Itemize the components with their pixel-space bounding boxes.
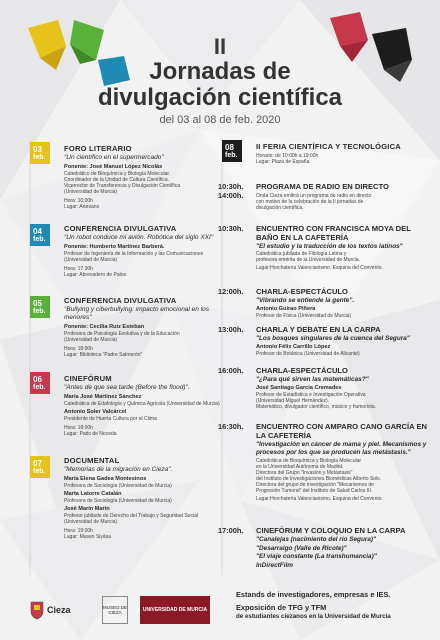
footer-logos (30, 596, 220, 624)
date-badge-06: 06 feb. (30, 372, 50, 394)
museo-logo: MUSEO DE CIEZA (102, 596, 128, 624)
date-badge-04: 04 feb. (30, 224, 50, 246)
title-line-1: Jornadas de (149, 58, 291, 85)
event-documental: DOCUMENTAL "Memorias de la migración en Cieza". María Elena Gadea Montesinos Profesora de Sociología (Universidad de Murcia) Marta Latorre Catalán Profesora de Sociología (Universidad de Murcia) José Marín Marín Profesor jubilado de Derecho del Trabajo y Seguridad Social (Universidad de Murcia) Hora: 19:00h Lugar: Museo Siyâsa (64, 456, 198, 540)
universidad-murcia-logo: UNIVERSIDAD DE MURCIA (140, 596, 210, 624)
footer-stands: Estands de investigadores, empresas e IES. (236, 590, 391, 599)
footer-tfg: Exposición de TFG y TFM (236, 603, 327, 612)
event-conferencia-bullying: CONFERENCIA DIVULGATIVA "Bullying y ciberbullying: impacto emocional en los menores" Ponente: Cecilia Ruiz Esteban Profesora de Psicología Evolutiva y de la Educación (Universidad de Murcia) Hora: 18:00h Lugar: Biblioteca "Padre Salmerón" (64, 296, 210, 358)
header (0, 36, 440, 126)
event-foro-literario: FORO LITERARIO "Un científico en el supermercado" Ponente: José Manuel López Nicolás Catedrático de Bioquímica y Biología Molecular. Coordinador de la Unidad de Cultura Científica. Vicerrector de Transferencia y Divulgación Científica (Universidad de Murcia) Hora: 10:00h Lugar: Artesano (64, 144, 181, 210)
event-dates: del 03 al 08 de feb. 2020 (159, 114, 281, 126)
date-badge-07: 07 feb. (30, 456, 50, 478)
cieza-shield-icon (30, 600, 44, 620)
date-badge-08: 08 feb. (222, 140, 242, 162)
event-time: 10:30h. 14:00h. (218, 182, 244, 200)
footer-students: de estudiantes ciezanos en la Universidad de Murcia (236, 613, 391, 620)
event-conferencia-robotica: CONFERENCIA DIVULGATIVA "Un robot conduce mi avión. Robótica del siglo XXI" Ponente: Humberto Martínez Barberá. Profesor de Ingeniería de la Información y las Comunicaciones (Universidad de Murcia) Hora: 17:30h Lugar: Abrevadero de Palos (64, 224, 214, 278)
date-badge-05: 05 feb. (30, 296, 50, 318)
edition-numeral: II (213, 34, 227, 59)
cieza-logo: Cieza (30, 596, 86, 624)
date-badge-03: 03 feb. (30, 142, 50, 164)
footer-exhibition (236, 590, 436, 621)
event-cineforum: CINEFÓRUM "Antes de que sea tarde (Before the flood)". María José Martínez Sánchez Catedrática de Edafología y Química Agrícola (Universidad de Murcia) Antonio Soler Valcárcel Presidente de Huerta Cultura por el Clima Hora: 18:00h Lugar: Patio de Noceda (64, 374, 220, 437)
event-feria-cientifica: II FERIA CIENTÍFICA Y TECNOLÓGICA Horario: de 10:00h a 19:00h Lugar: Plaza de España (256, 142, 401, 165)
title-line-2: divulgación científica (97, 84, 343, 111)
